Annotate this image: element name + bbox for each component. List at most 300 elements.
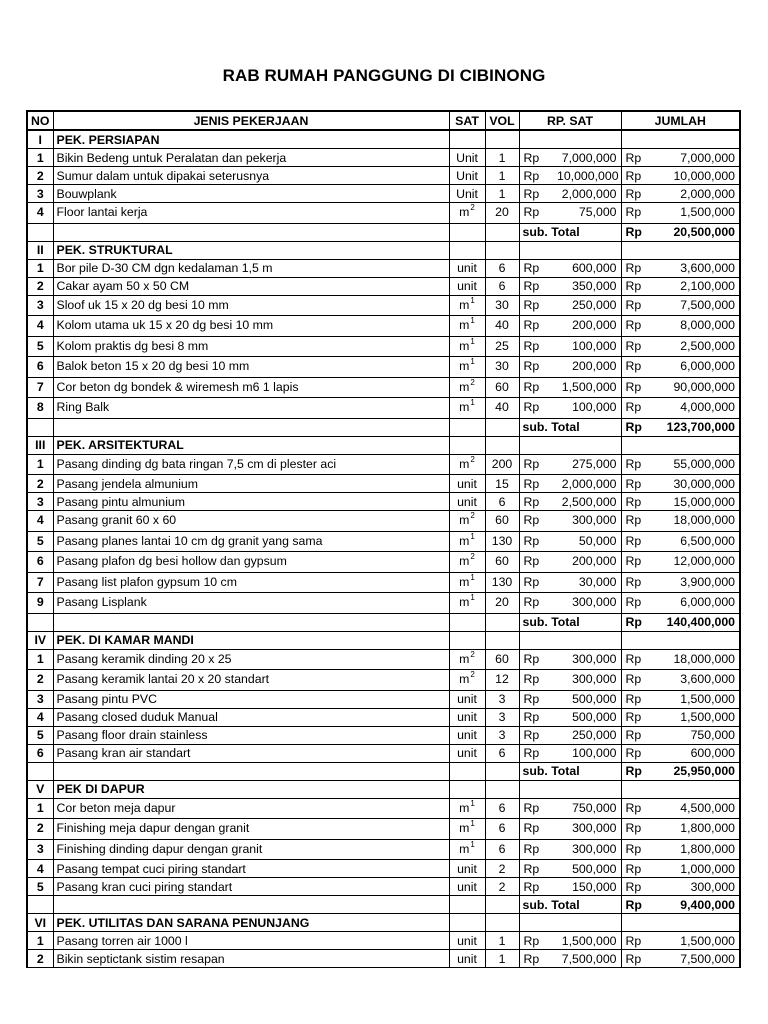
item-total: 2,100,000 (660, 277, 740, 295)
item-number: 5 (27, 726, 53, 744)
unit-exponent: 2 (470, 203, 475, 213)
table-row (27, 511, 740, 532)
subtotal-currency: Rp (621, 762, 660, 780)
total-currency: Rp (621, 357, 660, 378)
item-number: 6 (27, 357, 53, 378)
item-volume: 12 (485, 670, 519, 691)
price-currency: Rp (519, 511, 554, 532)
item-total: 6,500,000 (660, 531, 740, 552)
rab-table (26, 110, 741, 968)
unit-base: m (459, 400, 470, 415)
item-description: Pasang torren air 1000 l (53, 932, 449, 950)
item-unit-price: 300,000 (554, 670, 621, 691)
item-number: 1 (27, 259, 53, 277)
price-currency: Rp (519, 316, 554, 337)
empty-cell (621, 436, 740, 454)
item-description: Pasang tempat cuci piring standart (53, 860, 449, 878)
price-currency: Rp (519, 593, 554, 614)
subtotal-label: sub. Total (519, 613, 621, 631)
unit-base: m (459, 841, 470, 856)
empty-cell (519, 241, 621, 259)
item-volume: 200 (485, 454, 519, 475)
item-number: 7 (27, 572, 53, 593)
item-number: 2 (27, 670, 53, 691)
item-number: 3 (27, 295, 53, 316)
empty-cell (27, 762, 53, 780)
section-title: PEK. DI KAMAR MANDI (53, 631, 449, 649)
price-currency: Rp (519, 950, 554, 968)
section-title: PEK. ARSITEKTURAL (53, 436, 449, 454)
table-row (27, 726, 740, 744)
table-row (27, 572, 740, 593)
item-total: 10,000,000 (660, 167, 740, 185)
unit-exponent: 2 (470, 454, 475, 464)
unit-exponent: 1 (470, 295, 475, 305)
price-currency: Rp (519, 167, 554, 185)
item-description: Pasang pintu almunium (53, 493, 449, 511)
item-volume: 1 (485, 167, 519, 185)
unit-exponent: 2 (470, 377, 475, 387)
table-row (27, 454, 740, 475)
item-total: 15,000,000 (660, 493, 740, 511)
total-currency: Rp (621, 552, 660, 573)
total-currency: Rp (621, 475, 660, 493)
empty-cell (449, 613, 485, 631)
unit-base: m (459, 574, 470, 589)
table-row (27, 377, 740, 398)
price-currency: Rp (519, 149, 554, 167)
item-unit (449, 572, 485, 593)
section-title: PEK DI DAPUR (53, 780, 449, 798)
table-row (27, 493, 740, 511)
empty-cell (485, 223, 519, 241)
unit-base: m (459, 651, 470, 666)
table-row (27, 295, 740, 316)
total-currency: Rp (621, 295, 660, 316)
unit-exponent: 1 (470, 357, 475, 367)
item-unit (449, 798, 485, 819)
item-unit (449, 839, 485, 860)
item-unit-price: 750,000 (554, 798, 621, 819)
item-unit-price: 500,000 (554, 860, 621, 878)
item-total: 1,500,000 (660, 203, 740, 224)
unit-base: m (459, 379, 470, 394)
item-unit-price: 2,000,000 (554, 475, 621, 493)
item-unit-price: 350,000 (554, 277, 621, 295)
empty-cell (53, 418, 449, 436)
item-unit-price: 1,500,000 (554, 377, 621, 398)
item-unit-price: 500,000 (554, 690, 621, 708)
section-title: PEK. STRUKTURAL (53, 241, 449, 259)
item-description: Kolom utama uk 15 x 20 dg besi 10 mm (53, 316, 449, 337)
item-volume: 130 (485, 572, 519, 593)
item-description: Pasang list plafon gypsum 10 cm (53, 572, 449, 593)
subtotal-currency: Rp (621, 896, 660, 914)
empty-cell (27, 896, 53, 914)
item-total: 18,000,000 (660, 511, 740, 532)
price-currency: Rp (519, 708, 554, 726)
item-description: Cakar ayam 50 x 50 CM (53, 277, 449, 295)
table-row (27, 277, 740, 295)
table-row (27, 593, 740, 614)
item-volume: 1 (485, 932, 519, 950)
item-volume: 1 (485, 950, 519, 968)
empty-cell (621, 241, 740, 259)
item-unit-price: 100,000 (554, 336, 621, 357)
item-description: Pasang plafon dg besi hollow dan gypsum (53, 552, 449, 573)
subtotal-label: sub. Total (519, 418, 621, 436)
item-unit-price: 300,000 (554, 511, 621, 532)
section-row (27, 914, 740, 932)
item-number: 4 (27, 511, 53, 532)
item-unit: Unit (449, 185, 485, 203)
total-currency: Rp (621, 316, 660, 337)
item-description: Pasang kran cuci piring standart (53, 878, 449, 896)
subtotal-row (27, 418, 740, 436)
table-header-row (27, 111, 740, 130)
item-total: 1,500,000 (660, 932, 740, 950)
item-unit-price: 2,000,000 (554, 185, 621, 203)
item-number: 1 (27, 454, 53, 475)
empty-cell (621, 631, 740, 649)
total-currency: Rp (621, 531, 660, 552)
item-unit: unit (449, 950, 485, 968)
unit-exponent: 1 (470, 316, 475, 326)
empty-cell (485, 613, 519, 631)
subtotal-amount: 140,400,000 (660, 613, 740, 631)
table-row (27, 552, 740, 573)
item-total: 1,500,000 (660, 690, 740, 708)
unit-exponent: 1 (470, 531, 475, 541)
item-unit: Unit (449, 167, 485, 185)
header-sat: SAT (449, 111, 485, 130)
item-volume: 6 (485, 839, 519, 860)
item-unit-price: 600,000 (554, 259, 621, 277)
price-currency: Rp (519, 336, 554, 357)
empty-cell (485, 762, 519, 780)
item-unit (449, 593, 485, 614)
price-currency: Rp (519, 398, 554, 419)
item-total: 7,500,000 (660, 950, 740, 968)
subtotal-row (27, 613, 740, 631)
total-currency: Rp (621, 950, 660, 968)
unit-exponent: 1 (470, 398, 475, 408)
item-unit (449, 454, 485, 475)
empty-cell (485, 436, 519, 454)
item-unit-price: 7,000,000 (554, 149, 621, 167)
price-currency: Rp (519, 475, 554, 493)
item-unit (449, 398, 485, 419)
total-currency: Rp (621, 185, 660, 203)
section-row (27, 780, 740, 798)
item-unit-price: 7,500,000 (554, 950, 621, 968)
item-description: Bor pile D-30 CM dgn kedalaman 1,5 m (53, 259, 449, 277)
empty-cell (449, 130, 485, 149)
item-description: Pasang keramik dinding 20 x 25 (53, 649, 449, 670)
total-currency: Rp (621, 878, 660, 896)
total-currency: Rp (621, 649, 660, 670)
item-number: 3 (27, 690, 53, 708)
item-description: Sloof uk 15 x 20 dg besi 10 mm (53, 295, 449, 316)
item-number: 6 (27, 744, 53, 762)
unit-base: m (459, 800, 470, 815)
price-currency: Rp (519, 726, 554, 744)
item-description: Pasang granit 60 x 60 (53, 511, 449, 532)
unit-exponent: 2 (470, 552, 475, 562)
unit-exponent: 1 (470, 798, 475, 808)
subtotal-row (27, 223, 740, 241)
table-row (27, 649, 740, 670)
price-currency: Rp (519, 572, 554, 593)
item-volume: 6 (485, 277, 519, 295)
unit-base: m (459, 456, 470, 471)
total-currency: Rp (621, 259, 660, 277)
section-number: II (27, 241, 53, 259)
item-unit (449, 531, 485, 552)
item-volume: 2 (485, 878, 519, 896)
table-row (27, 185, 740, 203)
item-number: 9 (27, 593, 53, 614)
section-number: V (27, 780, 53, 798)
empty-cell (485, 631, 519, 649)
item-volume: 20 (485, 203, 519, 224)
item-number: 2 (27, 819, 53, 840)
item-unit-price: 500,000 (554, 708, 621, 726)
item-description: Pasang kran air standart (53, 744, 449, 762)
price-currency: Rp (519, 798, 554, 819)
item-unit-price: 150,000 (554, 878, 621, 896)
item-unit (449, 552, 485, 573)
item-unit: unit (449, 932, 485, 950)
section-row (27, 436, 740, 454)
item-description: Floor lantai kerja (53, 203, 449, 224)
item-unit: unit (449, 744, 485, 762)
item-volume: 3 (485, 708, 519, 726)
empty-cell (449, 762, 485, 780)
empty-cell (449, 436, 485, 454)
item-number: 4 (27, 203, 53, 224)
header-rp-sat: RP. SAT (519, 111, 621, 130)
subtotal-row (27, 762, 740, 780)
item-total: 2,000,000 (660, 185, 740, 203)
item-volume: 6 (485, 798, 519, 819)
item-volume: 25 (485, 336, 519, 357)
item-unit-price: 200,000 (554, 552, 621, 573)
item-number: 4 (27, 860, 53, 878)
document-title: RAB RUMAH PANGGUNG DI CIBINONG (222, 66, 546, 85)
item-description: Pasang Lisplank (53, 593, 449, 614)
unit-base: m (459, 821, 470, 836)
item-number: 2 (27, 167, 53, 185)
section-number: I (27, 130, 53, 149)
total-currency: Rp (621, 336, 660, 357)
item-total: 3,600,000 (660, 259, 740, 277)
item-unit-price: 100,000 (554, 398, 621, 419)
item-number: 2 (27, 950, 53, 968)
total-currency: Rp (621, 167, 660, 185)
price-currency: Rp (519, 259, 554, 277)
item-unit (449, 819, 485, 840)
item-description: Finishing meja dapur dengan granit (53, 819, 449, 840)
item-total: 2,500,000 (660, 336, 740, 357)
item-unit-price: 100,000 (554, 744, 621, 762)
empty-cell (27, 223, 53, 241)
item-total: 750,000 (660, 726, 740, 744)
item-unit: unit (449, 277, 485, 295)
item-volume: 60 (485, 649, 519, 670)
unit-exponent: 1 (470, 336, 475, 346)
price-currency: Rp (519, 357, 554, 378)
item-volume: 40 (485, 316, 519, 337)
item-unit-price: 1,500,000 (554, 932, 621, 950)
price-currency: Rp (519, 295, 554, 316)
item-unit-price: 30,000 (554, 572, 621, 593)
item-volume: 30 (485, 357, 519, 378)
unit-exponent: 1 (470, 572, 475, 582)
item-description: Cor beton meja dapur (53, 798, 449, 819)
header-vol: VOL (485, 111, 519, 130)
item-unit: unit (449, 475, 485, 493)
table-row (27, 950, 740, 968)
item-volume: 3 (485, 726, 519, 744)
item-unit-price: 200,000 (554, 316, 621, 337)
item-unit: unit (449, 860, 485, 878)
item-unit: unit (449, 708, 485, 726)
total-currency: Rp (621, 932, 660, 950)
item-description: Ring Balk (53, 398, 449, 419)
item-description: Pasang closed duduk Manual (53, 708, 449, 726)
item-unit-price: 250,000 (554, 295, 621, 316)
subtotal-amount: 20,500,000 (660, 223, 740, 241)
table-row (27, 744, 740, 762)
item-unit: unit (449, 690, 485, 708)
empty-cell (485, 914, 519, 932)
total-currency: Rp (621, 744, 660, 762)
table-row (27, 316, 740, 337)
item-unit: unit (449, 259, 485, 277)
item-description: Pasang floor drain stainless (53, 726, 449, 744)
total-currency: Rp (621, 511, 660, 532)
subtotal-amount: 9,400,000 (660, 896, 740, 914)
total-currency: Rp (621, 572, 660, 593)
section-row (27, 241, 740, 259)
header-jumlah: JUMLAH (621, 111, 740, 130)
total-currency: Rp (621, 726, 660, 744)
item-description: Pasang planes lantai 10 cm dg granit yang sama (53, 531, 449, 552)
section-number: III (27, 436, 53, 454)
item-number: 4 (27, 708, 53, 726)
item-unit-price: 250,000 (554, 726, 621, 744)
item-number: 1 (27, 649, 53, 670)
item-volume: 1 (485, 185, 519, 203)
total-currency: Rp (621, 839, 660, 860)
table-row (27, 203, 740, 224)
price-currency: Rp (519, 670, 554, 691)
empty-cell (449, 780, 485, 798)
empty-cell (621, 130, 740, 149)
price-currency: Rp (519, 185, 554, 203)
subtotal-label: sub. Total (519, 896, 621, 914)
price-currency: Rp (519, 531, 554, 552)
subtotal-row (27, 896, 740, 914)
total-currency: Rp (621, 708, 660, 726)
unit-base: m (459, 205, 470, 220)
price-currency: Rp (519, 203, 554, 224)
table-row (27, 149, 740, 167)
item-volume: 15 (485, 475, 519, 493)
item-number: 2 (27, 277, 53, 295)
empty-cell (519, 130, 621, 149)
table-row (27, 932, 740, 950)
item-volume: 6 (485, 819, 519, 840)
section-row (27, 130, 740, 149)
total-currency: Rp (621, 670, 660, 691)
item-total: 6,000,000 (660, 357, 740, 378)
item-volume: 130 (485, 531, 519, 552)
item-unit (449, 295, 485, 316)
section-number: IV (27, 631, 53, 649)
item-number: 1 (27, 149, 53, 167)
section-row (27, 631, 740, 649)
item-unit-price: 300,000 (554, 649, 621, 670)
table-body (27, 130, 740, 968)
price-currency: Rp (519, 860, 554, 878)
item-description: Pasang keramik lantai 20 x 20 standart (53, 670, 449, 691)
empty-cell (449, 223, 485, 241)
unit-base: m (459, 338, 470, 353)
item-unit (449, 316, 485, 337)
item-total: 12,000,000 (660, 552, 740, 573)
total-currency: Rp (621, 690, 660, 708)
item-description: Sumur dalam untuk dipakai seterusnya (53, 167, 449, 185)
item-volume: 6 (485, 493, 519, 511)
item-unit (449, 511, 485, 532)
item-total: 90,000,000 (660, 377, 740, 398)
section-title: PEK. PERSIAPAN (53, 130, 449, 149)
table-row (27, 878, 740, 896)
item-number: 3 (27, 839, 53, 860)
item-total: 7,500,000 (660, 295, 740, 316)
unit-exponent: 2 (470, 670, 475, 680)
item-unit-price: 300,000 (554, 819, 621, 840)
table-row (27, 819, 740, 840)
empty-cell (485, 241, 519, 259)
empty-cell (449, 418, 485, 436)
section-title: PEK. UTILITAS DAN SARANA PENUNJANG (53, 914, 449, 932)
item-unit-price: 2,500,000 (554, 493, 621, 511)
item-number: 4 (27, 316, 53, 337)
item-volume: 40 (485, 398, 519, 419)
item-total: 30,000,000 (660, 475, 740, 493)
item-unit: Unit (449, 149, 485, 167)
price-currency: Rp (519, 493, 554, 511)
item-number: 5 (27, 336, 53, 357)
total-currency: Rp (621, 493, 660, 511)
header-jenis-pekerjaan: JENIS PEKERJAAN (53, 111, 449, 130)
item-unit-price: 275,000 (554, 454, 621, 475)
unit-base: m (459, 359, 470, 374)
price-currency: Rp (519, 552, 554, 573)
subtotal-currency: Rp (621, 223, 660, 241)
subtotal-currency: Rp (621, 613, 660, 631)
empty-cell (519, 780, 621, 798)
table-row (27, 357, 740, 378)
item-unit (449, 336, 485, 357)
price-currency: Rp (519, 649, 554, 670)
table-row (27, 167, 740, 185)
empty-cell (449, 241, 485, 259)
table-row (27, 708, 740, 726)
